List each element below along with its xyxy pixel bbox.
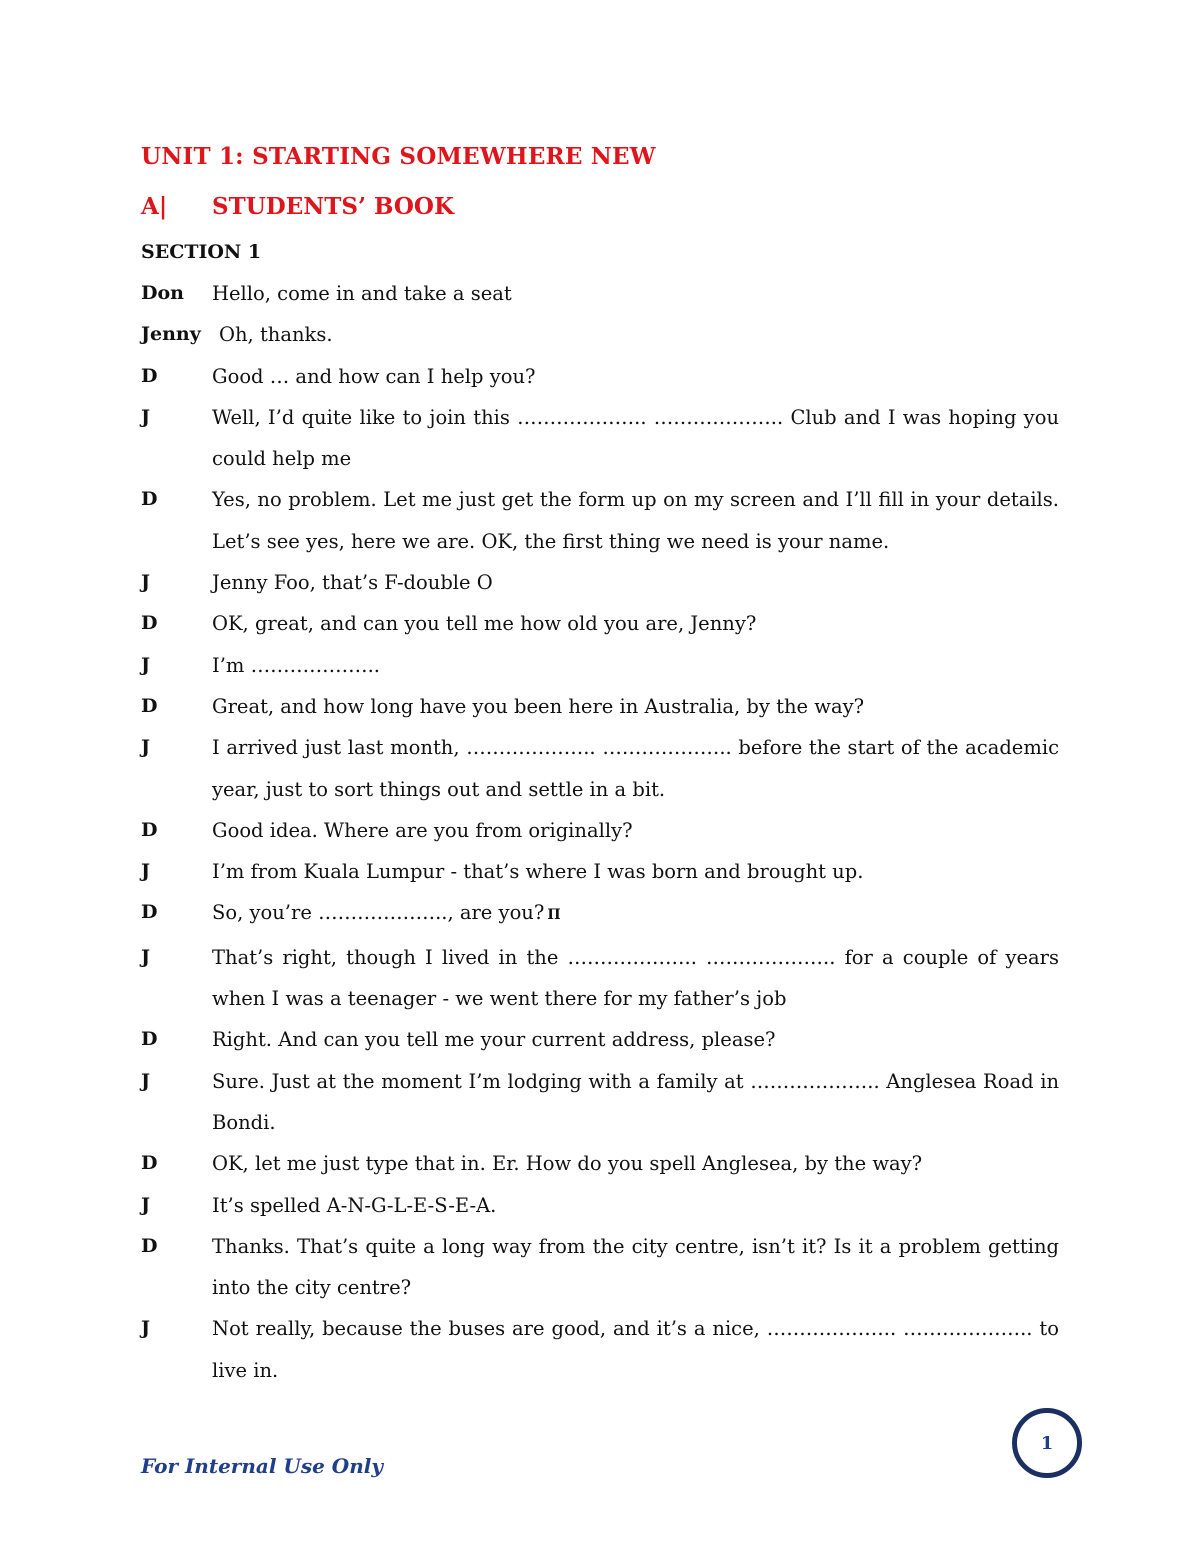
section-title: SECTION 1 — [141, 241, 262, 263]
page-number: 1 — [1040, 1432, 1054, 1454]
speech-text: Good idea. Where are you from originally? — [212, 818, 633, 842]
speaker-label: D — [141, 612, 158, 635]
part-title: STUDENTS’ BOOK — [212, 193, 454, 220]
dialogue-line — [141, 645, 1059, 686]
speech-text: Hello, come in and take a seat — [212, 282, 512, 305]
speech-text: Right. And can you tell me your current address, please? — [212, 1028, 776, 1052]
dialogue-line — [141, 727, 1059, 810]
speaker-label: Jenny — [141, 323, 201, 346]
dialogue-line — [141, 1143, 1059, 1184]
speech-text: Jenny Foo, that’s F-double O — [212, 571, 493, 595]
dialogue-line — [141, 937, 1059, 1020]
speaker-label: D — [141, 1234, 158, 1257]
dialogue-line — [141, 273, 1059, 314]
speech-text: OK, let me just type that in. Er. How do you spell Anglesea, by the way? — [212, 1152, 923, 1176]
speech-text: OK, great, and can you tell me how old you are, Jenny? — [212, 612, 757, 636]
part-label: A| — [141, 193, 168, 220]
dialogue-line — [141, 851, 1059, 892]
dialogue-line — [141, 397, 1059, 480]
speaker-label: J — [141, 736, 150, 759]
speaker-label: D — [141, 1028, 158, 1051]
internal-use-note: For Internal Use Only — [141, 1454, 383, 1478]
speaker-label: J — [141, 945, 150, 968]
speech-text: Great, and how long have you been here in Australia, by the way? — [212, 694, 865, 718]
dialogue-line — [141, 1226, 1059, 1309]
speech-text: It’s spelled A-N-G-L-E-S-E-A. — [212, 1193, 497, 1217]
speaker-label: D — [141, 1152, 158, 1175]
speaker-label: D — [141, 488, 158, 511]
dialogue-transcript — [141, 273, 1059, 1391]
dialogue-line — [141, 603, 1059, 644]
dialogue-line — [141, 356, 1059, 397]
speaker-label: J — [141, 1069, 150, 1092]
dialogue-line — [141, 562, 1059, 603]
dialogue-line — [141, 1019, 1059, 1060]
speech-text: I’m from Kuala Lumpur - that’s where I was born and brought up. — [212, 860, 864, 884]
speech-text: Well, I’d quite like to join this ……………….. ……………….. Club and I was hoping you could help me — [212, 405, 1059, 471]
dialogue-line — [141, 1185, 1059, 1226]
speaker-label: J — [141, 571, 150, 594]
speech-text: Yes, no problem. Let me just get the form up on my screen and I’ll fill in your details. Let’s see yes, here we are. OK, the first thing we need is your name. — [212, 488, 1059, 553]
dialogue-line — [141, 892, 1059, 936]
speaker-label: J — [141, 860, 150, 883]
speech-text: I arrived just last month, ……………….. ……………….. before the start of the academic year, just to sort things out and settle in a bit. — [212, 736, 1059, 801]
speech-text: That’s right, though I lived in the ……………….. ……………….. for a couple of years when I was a teenager - we went there for my father’s job — [212, 945, 1059, 1011]
pi-mark-icon: Π — [547, 907, 561, 924]
speech-text: Sure. Just at the moment I’m lodging with a family at ……………….. Anglesea Road in Bondi. — [212, 1069, 1059, 1134]
page-number-badge — [1012, 1408, 1082, 1478]
speaker-label: J — [141, 405, 150, 428]
speaker-label: J — [141, 1193, 150, 1216]
dialogue-line — [141, 479, 1059, 562]
speech-text: Not really, because the buses are good, and it’s a nice, ……………….. ……………….. to live in. — [212, 1317, 1059, 1382]
unit-title: UNIT 1: STARTING SOMEWHERE NEW — [141, 143, 656, 170]
speaker-label: D — [141, 694, 158, 717]
speech-text: Oh, thanks. — [219, 323, 333, 347]
speech-text-with-mark — [212, 892, 1059, 936]
speaker-label: D — [141, 901, 158, 924]
speaker-label: J — [141, 1317, 150, 1340]
speaker-label: D — [141, 818, 158, 841]
speech-text: Thanks. That’s quite a long way from the city centre, isn’t it? Is it a problem getting into the city centre? — [212, 1234, 1059, 1300]
speaker-label: J — [141, 653, 150, 676]
dialogue-line — [141, 1308, 1059, 1391]
speaker-label: Don — [141, 282, 184, 304]
dialogue-line — [141, 810, 1059, 851]
speech-text: Good … and how can I help you? — [212, 364, 536, 388]
dialogue-line — [141, 686, 1059, 727]
speech-text: I’m ……………….. — [212, 653, 380, 677]
speech-text: So, you’re ……………….., are you? — [212, 901, 545, 925]
dialogue-line — [141, 1061, 1059, 1144]
dialogue-line — [141, 314, 1059, 355]
speaker-label: D — [141, 364, 158, 387]
